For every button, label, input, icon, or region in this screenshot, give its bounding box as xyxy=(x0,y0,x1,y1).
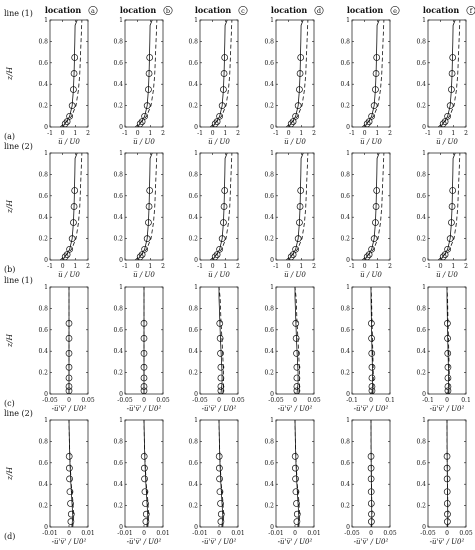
y-tick-label: 0.8 xyxy=(416,438,426,446)
x-tick-label: 0.1 xyxy=(385,397,395,404)
x-tick-label: 1 xyxy=(148,263,153,270)
x-tick-label: 0 xyxy=(369,397,373,404)
y-tick-label: 0.4 xyxy=(264,214,274,222)
x-axis-label: u̅ / U0 xyxy=(436,271,458,279)
y-tick-label: 0.8 xyxy=(113,305,123,313)
y-tick-label: 0.8 xyxy=(264,305,274,313)
x-tick-label: 2 xyxy=(236,263,240,270)
row-tag: (c) xyxy=(4,399,15,408)
x-tick-label: 2 xyxy=(312,263,316,270)
y-tick-label: 0.8 xyxy=(38,438,48,446)
y-tick-label: 0.6 xyxy=(38,459,48,467)
row-tag: (d) xyxy=(4,532,16,541)
y-tick-label: 0.6 xyxy=(188,192,198,200)
y-tick-label: 1 xyxy=(422,284,426,291)
x-tick-label: 0 xyxy=(286,263,291,270)
y-tick-label: 0 xyxy=(44,524,48,531)
location-header-label: location xyxy=(346,5,384,15)
y-tick-label: 1 xyxy=(194,17,198,24)
y-tick-label: 1 xyxy=(346,150,350,157)
x-tick-label: 0 xyxy=(362,130,367,137)
y-tick-label: 0.6 xyxy=(113,192,123,200)
x-tick-label: 0 xyxy=(445,530,449,537)
y-tick-label: 0.8 xyxy=(416,38,426,46)
x-axis-label: -u̅'v̅' / U0² xyxy=(353,405,389,413)
y-tick-label: 0.2 xyxy=(38,102,48,110)
x-axis-label: u̅ / U0 xyxy=(208,271,230,279)
x-tick-label: -1 xyxy=(349,263,355,270)
y-tick-label: 1 xyxy=(270,17,274,24)
y-tick-label: 0.2 xyxy=(113,235,123,243)
y-tick-label: 1 xyxy=(119,17,123,24)
y-tick-label: 0.4 xyxy=(188,81,198,89)
x-tick-label: 2 xyxy=(312,130,316,137)
row-tag: (a) xyxy=(4,132,16,141)
x-tick-label: 0.05 xyxy=(156,397,170,404)
y-tick-label: 0 xyxy=(119,124,123,131)
y-tick-label: 0.2 xyxy=(416,102,426,110)
x-tick-label: -0.01 xyxy=(42,530,58,537)
y-tick-label: 0.4 xyxy=(113,214,123,222)
y-tick-label: 0.2 xyxy=(113,502,123,510)
x-tick-label: 1 xyxy=(223,263,228,270)
y-tick-label: 1 xyxy=(270,417,274,424)
x-axis-label: u̅ / U0 xyxy=(284,138,306,146)
y-tick-label: 0.4 xyxy=(340,214,350,222)
y-tick-label: 0.6 xyxy=(416,326,426,334)
y-tick-label: 0 xyxy=(194,391,198,398)
y-tick-label: 0.4 xyxy=(113,81,123,89)
x-tick-label: 0.05 xyxy=(307,397,321,404)
y-tick-label: 0.2 xyxy=(113,102,123,110)
y-tick-label: 0.4 xyxy=(264,348,274,356)
y-tick-label: 0.2 xyxy=(264,102,274,110)
y-tick-label: 1 xyxy=(194,150,198,157)
y-tick-label: 0.4 xyxy=(188,481,198,489)
y-tick-label: 0.4 xyxy=(416,348,426,356)
y-tick-label: 0.8 xyxy=(38,38,48,46)
x-tick-label: 0 xyxy=(286,130,291,137)
y-tick-label: 0.8 xyxy=(340,171,350,179)
row-line-label: line (1) xyxy=(4,276,33,285)
x-tick-label: -1 xyxy=(273,130,279,137)
y-tick-label: 0.8 xyxy=(188,38,198,46)
y-tick-label: 0.2 xyxy=(340,369,350,377)
x-tick-label: 0 xyxy=(438,263,443,270)
y-tick-label: 0.4 xyxy=(416,81,426,89)
y-tick-label: 0.4 xyxy=(38,214,48,222)
location-badge-letter: d xyxy=(316,7,322,15)
y-tick-label: 0.8 xyxy=(188,171,198,179)
y-tick-label: 0 xyxy=(270,524,274,531)
y-tick-label: 0.6 xyxy=(340,326,350,334)
y-tick-label: 1 xyxy=(270,150,274,157)
x-tick-label: -1 xyxy=(197,263,203,270)
y-tick-label: 0.2 xyxy=(416,502,426,510)
y-tick-label: 0.6 xyxy=(264,326,274,334)
y-tick-label: 0.8 xyxy=(264,171,274,179)
y-tick-label: 0 xyxy=(346,124,350,131)
y-tick-label: 0.2 xyxy=(38,235,48,243)
location-badge-letter: c xyxy=(241,7,245,15)
x-tick-label: 0 xyxy=(135,130,140,137)
location-header-label: location xyxy=(422,5,460,15)
x-axis-label: u̅ / U0 xyxy=(58,271,80,279)
x-tick-label: 1 xyxy=(73,130,78,137)
y-tick-label: 0 xyxy=(194,124,198,131)
y-tick-label: 0.8 xyxy=(188,438,198,446)
x-axis-label: u̅ / U0 xyxy=(284,271,306,279)
x-tick-label: 0 xyxy=(142,397,146,404)
location-badge-letter: e xyxy=(393,7,397,15)
x-tick-label: 0 xyxy=(445,397,449,404)
x-tick-label: 1 xyxy=(148,130,153,137)
y-tick-label: 0 xyxy=(346,391,350,398)
x-tick-label: -0.1 xyxy=(422,397,434,404)
y-tick-label: 0.6 xyxy=(188,326,198,334)
y-tick-label: 0 xyxy=(119,257,123,264)
x-tick-label: 0 xyxy=(217,397,221,404)
x-tick-label: 2 xyxy=(464,263,468,270)
x-tick-label: 1 xyxy=(299,130,304,137)
x-tick-label: 2 xyxy=(86,263,90,270)
y-tick-label: 0.2 xyxy=(188,502,198,510)
x-tick-label: -1 xyxy=(425,263,431,270)
y-axis-label: z/H xyxy=(5,66,14,81)
y-tick-label: 0 xyxy=(422,257,426,264)
y-tick-label: 0.4 xyxy=(113,481,123,489)
y-tick-label: 0.4 xyxy=(416,481,426,489)
x-tick-label: 0.01 xyxy=(307,530,321,537)
x-axis-label: u̅ / U0 xyxy=(133,271,155,279)
x-tick-label: 1 xyxy=(451,130,456,137)
x-axis-label: u̅ / U0 xyxy=(133,138,155,146)
x-tick-label: -0.01 xyxy=(268,530,284,537)
y-tick-label: 0 xyxy=(44,257,48,264)
y-tick-label: 1 xyxy=(44,284,48,291)
x-tick-label: 0 xyxy=(362,263,367,270)
y-tick-label: 0.6 xyxy=(264,59,274,67)
location-header-label: location xyxy=(119,5,157,15)
y-tick-label: 1 xyxy=(270,284,274,291)
y-tick-label: 0.8 xyxy=(113,171,123,179)
y-tick-label: 0.2 xyxy=(188,235,198,243)
y-tick-label: 1 xyxy=(422,417,426,424)
x-tick-label: -0.01 xyxy=(192,530,208,537)
y-tick-label: 0.2 xyxy=(416,369,426,377)
y-tick-label: 0 xyxy=(346,257,350,264)
x-axis-label: -u̅'v̅' / U0² xyxy=(277,405,313,413)
location-header-label: location xyxy=(270,5,308,15)
x-tick-label: 0.01 xyxy=(231,530,245,537)
x-tick-label: 0 xyxy=(142,530,146,537)
y-tick-label: 0.4 xyxy=(113,348,123,356)
y-tick-label: 0 xyxy=(270,124,274,131)
x-tick-label: -1 xyxy=(122,263,128,270)
y-tick-label: 0.8 xyxy=(264,438,274,446)
y-tick-label: 0.6 xyxy=(38,59,48,67)
x-axis-label: u̅ / U0 xyxy=(58,138,80,146)
y-tick-label: 0.6 xyxy=(416,192,426,200)
location-header-label: location xyxy=(194,5,232,15)
location-badge-letter: f xyxy=(469,7,473,15)
x-tick-label: -0.01 xyxy=(117,530,133,537)
x-tick-label: 0 xyxy=(217,530,221,537)
x-tick-label: 0 xyxy=(67,530,71,537)
x-tick-label: 0 xyxy=(293,397,297,404)
x-tick-label: 0 xyxy=(293,530,297,537)
x-tick-label: -0.1 xyxy=(346,397,358,404)
x-tick-label: 0.01 xyxy=(81,530,95,537)
x-axis-label: -u̅'v̅' / U0² xyxy=(51,538,87,546)
x-tick-label: 0.05 xyxy=(383,530,397,537)
y-tick-label: 1 xyxy=(119,284,123,291)
x-tick-label: 0 xyxy=(369,530,373,537)
y-tick-label: 0.6 xyxy=(340,192,350,200)
y-tick-label: 1 xyxy=(44,150,48,157)
x-axis-label: u̅ / U0 xyxy=(360,271,382,279)
x-axis-label: -u̅'v̅' / U0² xyxy=(201,538,237,546)
x-tick-label: 2 xyxy=(388,263,392,270)
y-tick-label: 0.6 xyxy=(340,459,350,467)
y-tick-label: 0.2 xyxy=(38,502,48,510)
y-tick-label: 0.2 xyxy=(264,235,274,243)
y-tick-label: 0.8 xyxy=(113,38,123,46)
x-tick-label: -0.05 xyxy=(420,530,436,537)
x-tick-label: 0 xyxy=(438,130,443,137)
x-axis-label: u̅ / U0 xyxy=(436,138,458,146)
y-tick-label: 1 xyxy=(119,417,123,424)
x-axis-label: -u̅'v̅' / U0² xyxy=(201,405,237,413)
x-tick-label: 0.05 xyxy=(231,397,245,404)
x-tick-label: -1 xyxy=(273,263,279,270)
y-tick-label: 0 xyxy=(44,124,48,131)
y-tick-label: 0.8 xyxy=(340,305,350,313)
y-tick-label: 1 xyxy=(194,284,198,291)
y-axis-label: z/H xyxy=(5,333,14,348)
y-tick-label: 0 xyxy=(270,257,274,264)
y-tick-label: 1 xyxy=(44,417,48,424)
x-axis-label: u̅ / U0 xyxy=(360,138,382,146)
y-tick-label: 0.4 xyxy=(340,481,350,489)
y-tick-label: 0.4 xyxy=(188,214,198,222)
y-tick-label: 0.8 xyxy=(113,438,123,446)
x-tick-label: 2 xyxy=(161,263,165,270)
y-tick-label: 0.2 xyxy=(38,369,48,377)
y-tick-label: 0 xyxy=(194,524,198,531)
y-tick-label: 1 xyxy=(346,17,350,24)
x-tick-label: 1 xyxy=(73,263,78,270)
y-tick-label: 0.8 xyxy=(340,438,350,446)
row-line-label: line (2) xyxy=(4,142,33,151)
y-tick-label: 0.8 xyxy=(416,305,426,313)
y-tick-label: 0 xyxy=(422,124,426,131)
x-tick-label: -1 xyxy=(47,130,53,137)
y-tick-label: 0.8 xyxy=(340,38,350,46)
y-tick-label: 0.6 xyxy=(416,59,426,67)
x-tick-label: -0.05 xyxy=(192,397,208,404)
x-tick-label: 2 xyxy=(86,130,90,137)
location-badge-letter: a xyxy=(91,7,95,15)
y-axis-label: z/H xyxy=(5,466,14,481)
x-axis-label: -u̅'v̅' / U0² xyxy=(277,538,313,546)
y-tick-label: 0.4 xyxy=(38,81,48,89)
y-tick-label: 0.8 xyxy=(38,305,48,313)
x-tick-label: 2 xyxy=(388,130,392,137)
y-tick-label: 0.6 xyxy=(38,192,48,200)
x-tick-label: 1 xyxy=(451,263,456,270)
x-tick-label: 0.05 xyxy=(459,530,473,537)
y-tick-label: 1 xyxy=(44,17,48,24)
x-axis-label: -u̅'v̅' / U0² xyxy=(126,405,162,413)
y-tick-label: 0.4 xyxy=(38,481,48,489)
x-tick-label: -1 xyxy=(47,263,53,270)
y-tick-label: 0.6 xyxy=(113,59,123,67)
y-tick-label: 0 xyxy=(346,524,350,531)
y-tick-label: 0.6 xyxy=(264,459,274,467)
x-axis-label: -u̅'v̅' / U0² xyxy=(429,538,465,546)
y-tick-label: 0.6 xyxy=(188,59,198,67)
y-tick-label: 1 xyxy=(422,17,426,24)
y-tick-label: 0.4 xyxy=(264,81,274,89)
x-tick-label: 1 xyxy=(223,130,228,137)
y-tick-label: 0.6 xyxy=(188,459,198,467)
x-tick-label: 0 xyxy=(210,130,215,137)
y-tick-label: 0.2 xyxy=(416,235,426,243)
x-tick-label: 0 xyxy=(60,263,65,270)
x-axis-label: u̅ / U0 xyxy=(208,138,230,146)
y-axis-label: z/H xyxy=(5,199,14,214)
y-tick-label: 0.6 xyxy=(340,59,350,67)
x-tick-label: 2 xyxy=(161,130,165,137)
y-tick-label: 0.6 xyxy=(113,326,123,334)
y-tick-label: 0.4 xyxy=(340,348,350,356)
y-tick-label: 0 xyxy=(422,391,426,398)
y-tick-label: 0 xyxy=(194,257,198,264)
x-axis-label: -u̅'v̅' / U0² xyxy=(429,405,465,413)
x-tick-label: 2 xyxy=(464,130,468,137)
x-tick-label: -0.05 xyxy=(268,397,284,404)
x-tick-label: 0 xyxy=(135,263,140,270)
x-tick-label: -1 xyxy=(349,130,355,137)
x-tick-label: 0.05 xyxy=(81,397,95,404)
y-tick-label: 0.4 xyxy=(38,348,48,356)
x-tick-label: 1 xyxy=(299,263,304,270)
x-axis-label: -u̅'v̅' / U0² xyxy=(51,405,87,413)
y-tick-label: 0.8 xyxy=(416,171,426,179)
y-tick-label: 0.8 xyxy=(188,305,198,313)
x-tick-label: 1 xyxy=(375,130,380,137)
y-tick-label: 1 xyxy=(422,150,426,157)
row-line-label: line (1) xyxy=(4,9,33,18)
x-tick-label: 2 xyxy=(236,130,240,137)
y-tick-label: 0 xyxy=(422,524,426,531)
x-tick-label: 0 xyxy=(60,130,65,137)
y-tick-label: 1 xyxy=(346,284,350,291)
y-tick-label: 0.2 xyxy=(340,235,350,243)
x-tick-label: 1 xyxy=(375,263,380,270)
x-tick-label: 0 xyxy=(210,263,215,270)
location-header-label: location xyxy=(44,5,82,15)
location-badge-letter: b xyxy=(165,7,171,15)
x-tick-label: -0.05 xyxy=(117,397,133,404)
y-tick-label: 0.6 xyxy=(416,459,426,467)
x-tick-label: -1 xyxy=(425,130,431,137)
y-tick-label: 0 xyxy=(119,524,123,531)
y-tick-label: 0.6 xyxy=(38,326,48,334)
x-tick-label: -1 xyxy=(122,130,128,137)
y-tick-label: 1 xyxy=(194,417,198,424)
y-tick-label: 0.2 xyxy=(264,369,274,377)
y-tick-label: 0 xyxy=(270,391,274,398)
y-tick-label: 0.4 xyxy=(340,81,350,89)
y-tick-label: 0.2 xyxy=(340,102,350,110)
y-tick-label: 0.4 xyxy=(188,348,198,356)
y-tick-label: 0.2 xyxy=(340,502,350,510)
y-tick-label: 0.6 xyxy=(113,459,123,467)
y-tick-label: 1 xyxy=(346,417,350,424)
y-tick-label: 0.2 xyxy=(188,369,198,377)
y-tick-label: 0.8 xyxy=(38,171,48,179)
x-tick-label: -0.05 xyxy=(42,397,58,404)
x-axis-label: -u̅'v̅' / U0² xyxy=(126,538,162,546)
y-tick-label: 0 xyxy=(119,391,123,398)
y-tick-label: 0.2 xyxy=(264,502,274,510)
y-tick-label: 0.4 xyxy=(264,481,274,489)
y-tick-label: 0.2 xyxy=(188,102,198,110)
x-tick-label: 0.01 xyxy=(156,530,170,537)
x-tick-label: -1 xyxy=(197,130,203,137)
x-axis-label: -u̅'v̅' / U0² xyxy=(353,538,389,546)
y-tick-label: 0 xyxy=(44,391,48,398)
y-tick-label: 1 xyxy=(119,150,123,157)
row-tag: (b) xyxy=(4,265,16,274)
y-tick-label: 0.4 xyxy=(416,214,426,222)
x-tick-label: -0.05 xyxy=(344,530,360,537)
x-tick-label: 0 xyxy=(67,397,71,404)
row-line-label: line (2) xyxy=(4,409,33,418)
y-tick-label: 0.2 xyxy=(113,369,123,377)
y-tick-label: 0.6 xyxy=(264,192,274,200)
y-tick-label: 0.8 xyxy=(264,38,274,46)
x-tick-label: 0.1 xyxy=(461,397,471,404)
